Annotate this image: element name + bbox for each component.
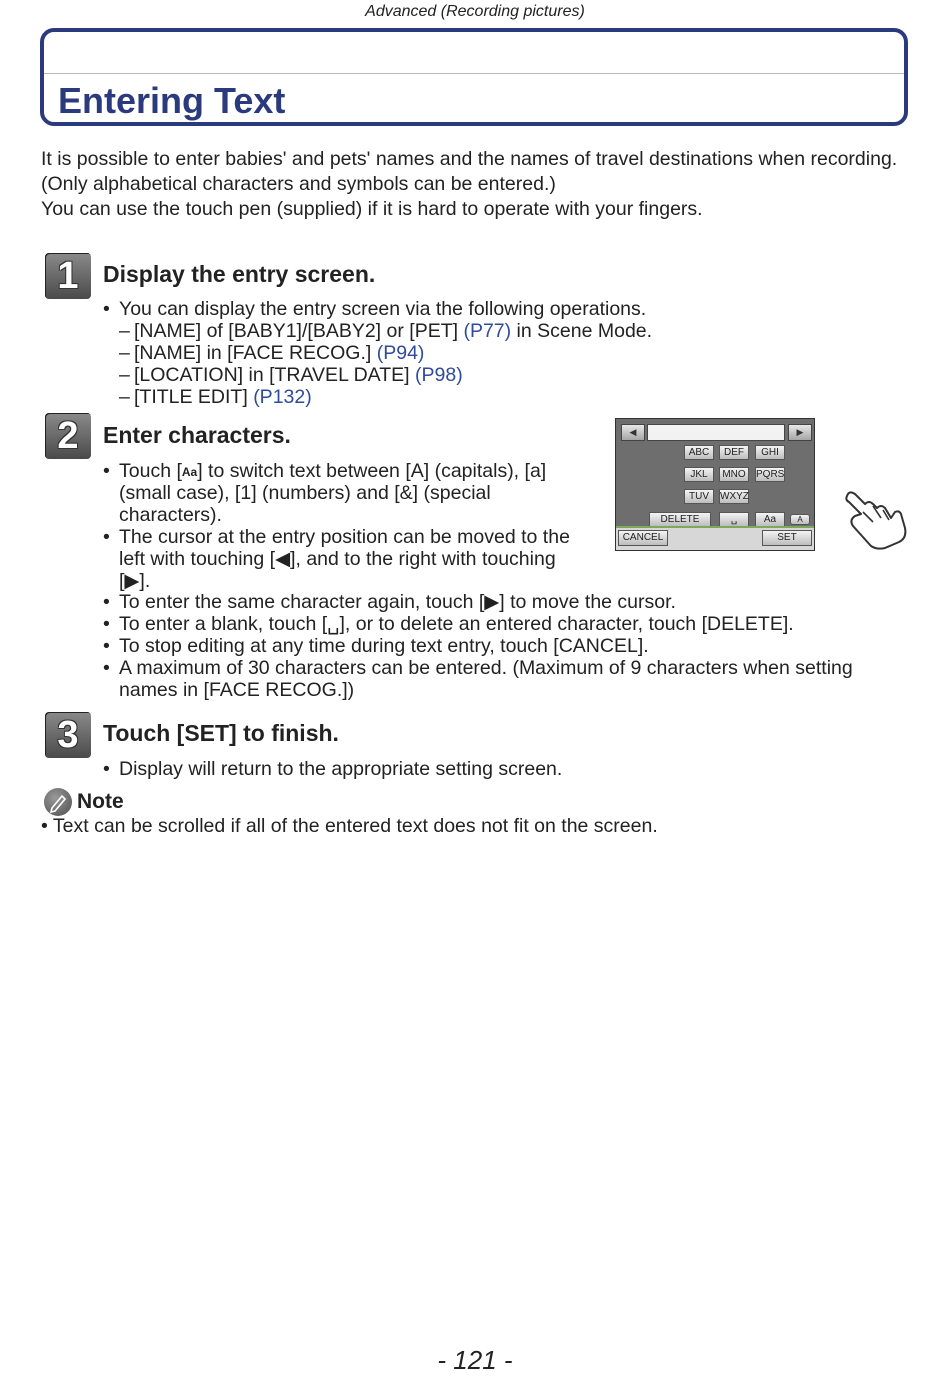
switch-case-icon: Aa xyxy=(181,464,198,479)
intro-paragraph-2: You can use the touch pen (supplied) if it is hard to operate with your fingers. xyxy=(41,198,703,220)
step-1-dash-item xyxy=(103,364,903,386)
intro-text xyxy=(41,147,911,222)
note-pencil-icon xyxy=(44,788,72,816)
key-def[interactable]: DEF xyxy=(719,445,749,460)
dash-text: [NAME] of [BABY1]/[BABY2] or [PET] xyxy=(134,320,464,342)
dash-text: [NAME] in [FACE RECOG.] xyxy=(134,342,377,364)
step-3-title: Touch [SET] to finish. xyxy=(103,720,339,746)
step-1-body xyxy=(103,298,903,408)
step-2-bullet xyxy=(103,460,603,526)
key-abc[interactable]: ABC xyxy=(684,445,714,460)
dash-text: [LOCATION] in [TRAVEL DATE] xyxy=(134,364,415,386)
case-switch-key[interactable]: Aa xyxy=(755,512,785,527)
page-link[interactable]: (P98) xyxy=(415,364,463,386)
step-2-bullet: • A maximum of 30 characters can be entered. (Maximum of 9 characters when setting names in [FACE RECOG.]) xyxy=(103,657,913,701)
title-box xyxy=(40,28,908,126)
bullet-text: ] to switch text between [A] (capitals), [a] xyxy=(197,460,547,482)
delete-key[interactable]: DELETE xyxy=(649,512,711,527)
page-number: - 121 - xyxy=(437,1345,513,1375)
bullet-text: Touch [ xyxy=(119,460,182,482)
section-header: Advanced (Recording pictures) xyxy=(365,3,585,20)
step-2-bullet xyxy=(103,526,603,592)
step-2-bullet: • To enter a blank, touch [␣], or to delete an entered character, touch [DELETE]. xyxy=(103,613,913,635)
step-1-title: Display the entry screen. xyxy=(103,261,376,287)
key-mno[interactable]: MNO xyxy=(719,467,749,482)
bullet-text: [▶]. xyxy=(119,570,151,592)
text-entry-field[interactable] xyxy=(647,424,785,441)
bullet-text: (small case), [1] (numbers) and [&] (special xyxy=(119,482,491,504)
step-3-body xyxy=(103,758,903,780)
step-3-bullet: • Display will return to the appropriate setting screen. xyxy=(103,758,903,780)
step-2-number: 2 xyxy=(57,414,79,457)
note-text-content: Text can be scrolled if all of the entered text does not fit on the screen. xyxy=(52,815,658,837)
note-text: • Text can be scrolled if all of the entered text does not fit on the screen. xyxy=(41,815,658,837)
touch-hand-icon xyxy=(843,490,911,552)
step-2-body-wide xyxy=(103,591,913,701)
title-rule xyxy=(44,73,904,74)
key-jkl[interactable]: JKL xyxy=(684,467,714,482)
dash-symbol: – xyxy=(119,320,130,342)
dash-suffix: in Scene Mode. xyxy=(511,320,653,342)
space-key[interactable]: ␣ xyxy=(719,512,749,527)
entry-screen-illustration xyxy=(615,418,815,551)
step-1-badge xyxy=(45,253,91,299)
step-1-bullet: • You can display the entry screen via the following operations. xyxy=(103,298,903,320)
step-2-bullet: • To enter the same character again, touch [▶] to move the cursor. xyxy=(103,591,913,613)
key-tuv[interactable]: TUV xyxy=(684,489,714,504)
step-2-body-narrow xyxy=(103,460,603,592)
dash-symbol: – xyxy=(119,386,130,408)
bullet-text: left with touching [◀], and to the right with touching xyxy=(119,548,556,570)
page-title: Entering Text xyxy=(58,80,286,121)
bullet-text: characters). xyxy=(119,504,222,526)
dash-text: [TITLE EDIT] xyxy=(134,386,254,408)
step-3-badge xyxy=(45,712,91,758)
step-2-badge xyxy=(45,413,91,459)
note-label: Note xyxy=(77,790,124,813)
page-link[interactable]: (P77) xyxy=(463,320,512,342)
key-ghi[interactable]: GHI xyxy=(755,445,785,460)
right-arrow-key[interactable]: ▶ xyxy=(788,424,812,441)
dash-symbol: – xyxy=(119,342,130,364)
step-1-dash-item xyxy=(103,342,903,364)
step-2-bullet: • To stop editing at any time during text entry, touch [CANCEL]. xyxy=(103,635,913,657)
left-arrow-key[interactable]: ◀ xyxy=(621,424,645,441)
set-key[interactable]: SET xyxy=(762,530,812,546)
page-link[interactable]: (P132) xyxy=(253,386,312,408)
mode-indicator: A xyxy=(790,514,810,525)
cancel-key[interactable]: CANCEL xyxy=(618,530,668,546)
step-2-title: Enter characters. xyxy=(103,422,291,448)
intro-paragraph-1: It is possible to enter babies' and pets' names and the names of travel destinations when recording. (Only alphabetical characters and symbols can be entered.) xyxy=(41,148,898,195)
key-pqrs[interactable]: PQRS xyxy=(756,469,785,480)
step-1-dash-item xyxy=(103,320,903,342)
key-wxyz[interactable]: WXYZ xyxy=(720,491,749,502)
screen-bottom-bar xyxy=(616,526,814,550)
dash-symbol: – xyxy=(119,364,130,386)
step-1-number: 1 xyxy=(57,254,79,297)
step-3-number: 3 xyxy=(57,713,79,756)
step-1-dash-item xyxy=(103,386,903,408)
page-link[interactable]: (P94) xyxy=(376,342,425,364)
bullet-text: • The cursor at the entry position can be moved to the xyxy=(119,526,570,548)
